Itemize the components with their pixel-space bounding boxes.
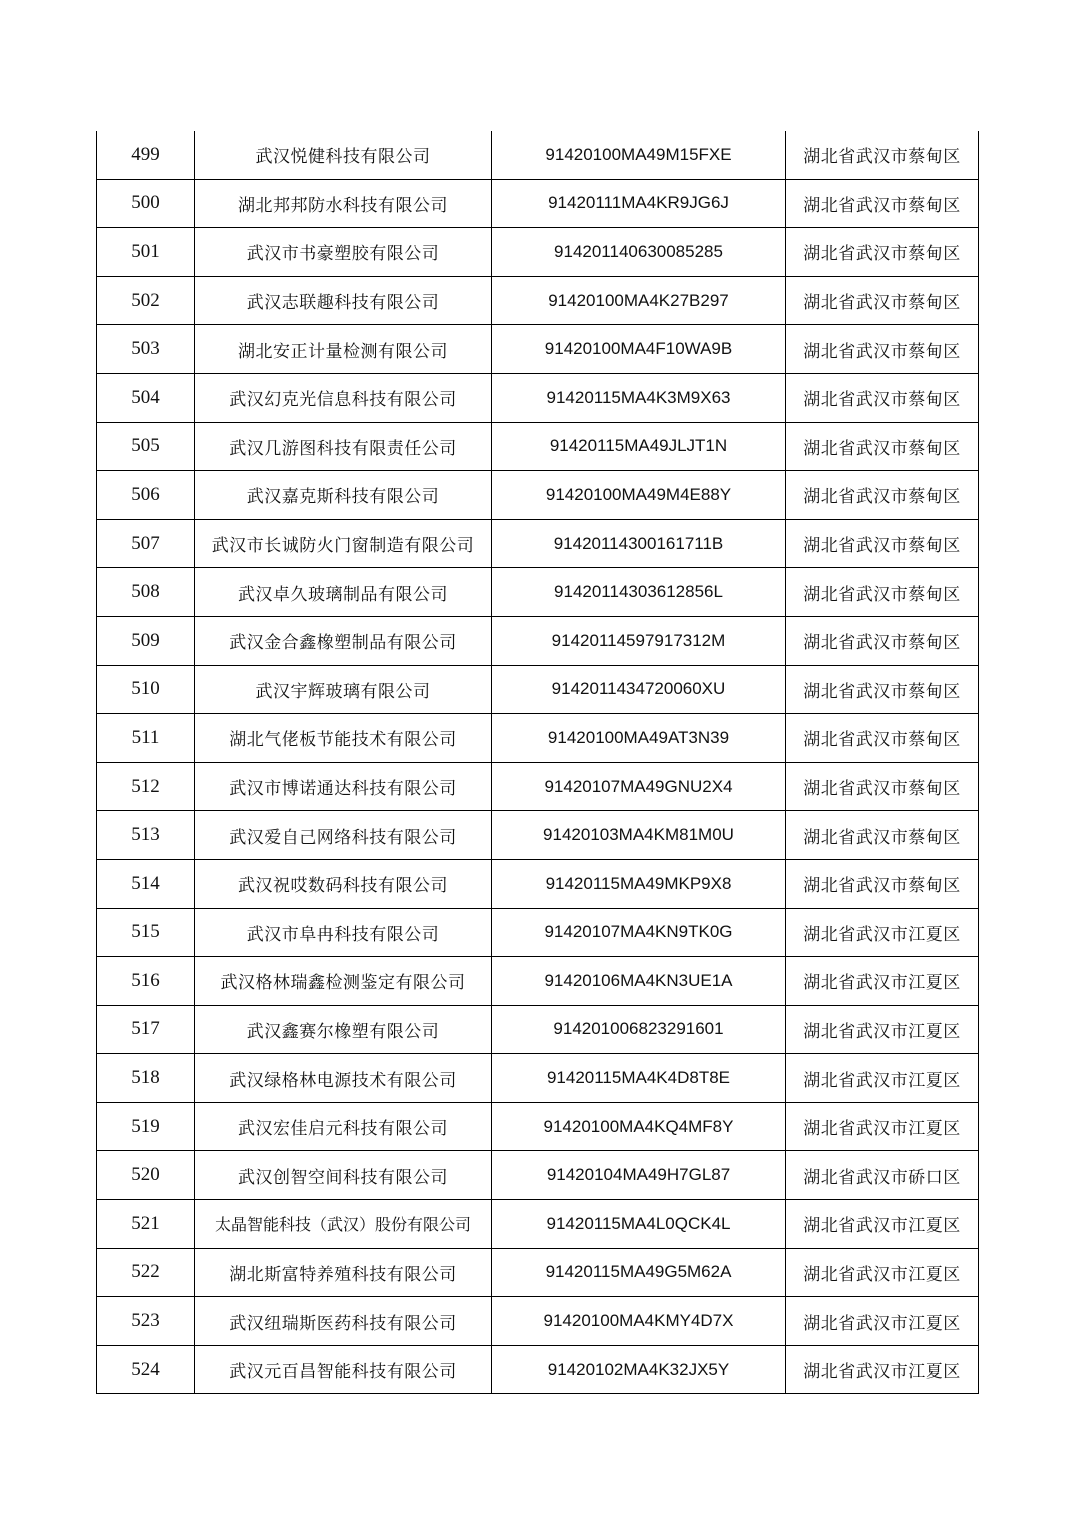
- company-name: 武汉格林瑞鑫检测鉴定有限公司: [195, 957, 492, 1006]
- credit-code: 91420104MA49H7GL87: [492, 1151, 786, 1200]
- table-row: [97, 1054, 979, 1103]
- row-number: 505: [97, 422, 195, 471]
- row-number: 502: [97, 276, 195, 325]
- company-name: 武汉宇辉玻璃有限公司: [195, 665, 492, 714]
- company-table-body: [97, 131, 979, 1394]
- row-number: 513: [97, 811, 195, 860]
- company-name: 太晶智能科技（武汉）股份有限公司: [195, 1200, 492, 1249]
- company-location: 湖北省武汉市蔡甸区: [786, 276, 979, 325]
- company-name: 武汉纽瑞斯医药科技有限公司: [195, 1297, 492, 1346]
- row-number: 524: [97, 1345, 195, 1394]
- row-number: 504: [97, 373, 195, 422]
- company-name: 湖北邦邦防水科技有限公司: [195, 179, 492, 228]
- company-location: 湖北省武汉市江夏区: [786, 1102, 979, 1151]
- table-row: [97, 131, 979, 179]
- company-location: 湖北省武汉市蔡甸区: [786, 811, 979, 860]
- table-row: [97, 762, 979, 811]
- row-number: 515: [97, 908, 195, 957]
- company-location: 湖北省武汉市江夏区: [786, 1005, 979, 1054]
- company-name: 武汉创智空间科技有限公司: [195, 1151, 492, 1200]
- company-name: 湖北气佬板节能技术有限公司: [195, 714, 492, 763]
- table-row: [97, 1345, 979, 1394]
- company-location: 湖北省武汉市江夏区: [786, 1054, 979, 1103]
- company-location: 湖北省武汉市蔡甸区: [786, 373, 979, 422]
- credit-code: 91420100MA4F10WA9B: [492, 325, 786, 374]
- company-location: 湖北省武汉市蔡甸区: [786, 616, 979, 665]
- credit-code: 91420102MA4K32JX5Y: [492, 1345, 786, 1394]
- table-row: [97, 908, 979, 957]
- table-row: [97, 616, 979, 665]
- row-number: 503: [97, 325, 195, 374]
- company-location: 湖北省武汉市江夏区: [786, 1345, 979, 1394]
- credit-code: 91420114597917312M: [492, 616, 786, 665]
- company-location: 湖北省武汉市江夏区: [786, 957, 979, 1006]
- company-name: 武汉市博诺通达科技有限公司: [195, 762, 492, 811]
- credit-code: 91420100MA49M4E88Y: [492, 471, 786, 520]
- row-number: 509: [97, 616, 195, 665]
- credit-code: 91420100MA4KMY4D7X: [492, 1297, 786, 1346]
- company-name: 武汉嘉克斯科技有限公司: [195, 471, 492, 520]
- company-name: 武汉几游图科技有限责任公司: [195, 422, 492, 471]
- row-number: 520: [97, 1151, 195, 1200]
- table-row: [97, 568, 979, 617]
- credit-code: 91420114303612856L: [492, 568, 786, 617]
- row-number: 500: [97, 179, 195, 228]
- company-name: 武汉卓久玻璃制品有限公司: [195, 568, 492, 617]
- row-number: 499: [97, 131, 195, 179]
- company-location: 湖北省武汉市蔡甸区: [786, 422, 979, 471]
- company-location: 湖北省武汉市蔡甸区: [786, 179, 979, 228]
- company-name: 湖北斯富特养殖科技有限公司: [195, 1248, 492, 1297]
- company-name: 武汉幻克光信息科技有限公司: [195, 373, 492, 422]
- company-location: 湖北省武汉市蔡甸区: [786, 714, 979, 763]
- company-location: 湖北省武汉市蔡甸区: [786, 325, 979, 374]
- credit-code: 91420115MA4L0QCK4L: [492, 1200, 786, 1249]
- company-location: 湖北省武汉市蔡甸区: [786, 568, 979, 617]
- credit-code: 91420100MA49AT3N39: [492, 714, 786, 763]
- table-row: [97, 957, 979, 1006]
- table-row: [97, 665, 979, 714]
- company-location: 湖北省武汉市蔡甸区: [786, 471, 979, 520]
- table-row: [97, 422, 979, 471]
- row-number: 523: [97, 1297, 195, 1346]
- credit-code: 91420107MA49GNU2X4: [492, 762, 786, 811]
- company-location: 湖北省武汉市硚口区: [786, 1151, 979, 1200]
- credit-code: 914201006823291601: [492, 1005, 786, 1054]
- row-number: 519: [97, 1102, 195, 1151]
- table-row: [97, 811, 979, 860]
- company-name: 武汉市阜冉科技有限公司: [195, 908, 492, 957]
- company-location: 湖北省武汉市江夏区: [786, 1248, 979, 1297]
- row-number: 510: [97, 665, 195, 714]
- row-number: 508: [97, 568, 195, 617]
- credit-code: 91420100MA4K27B297: [492, 276, 786, 325]
- credit-code: 914201140630085285: [492, 228, 786, 277]
- company-name: 武汉市长诚防火门窗制造有限公司: [195, 519, 492, 568]
- company-location: 湖北省武汉市蔡甸区: [786, 131, 979, 179]
- company-name: 武汉金合鑫橡塑制品有限公司: [195, 616, 492, 665]
- table-row: [97, 1200, 979, 1249]
- credit-code: 91420115MA4K4D8T8E: [492, 1054, 786, 1103]
- company-name: 武汉祝哎数码科技有限公司: [195, 859, 492, 908]
- row-number: 506: [97, 471, 195, 520]
- company-location: 湖北省武汉市江夏区: [786, 1200, 979, 1249]
- table-row: [97, 714, 979, 763]
- row-number: 516: [97, 957, 195, 1006]
- company-name: 湖北安正计量检测有限公司: [195, 325, 492, 374]
- credit-code: 91420103MA4KM81M0U: [492, 811, 786, 860]
- table-row: [97, 1151, 979, 1200]
- credit-code: 91420115MA4K3M9X63: [492, 373, 786, 422]
- credit-code: 9142011434720060XU: [492, 665, 786, 714]
- credit-code: 91420100MA49M15FXE: [492, 131, 786, 179]
- table-row: [97, 228, 979, 277]
- credit-code: 91420115MA49MKP9X8: [492, 859, 786, 908]
- row-number: 512: [97, 762, 195, 811]
- table-row: [97, 276, 979, 325]
- credit-code: 91420115MA49G5M62A: [492, 1248, 786, 1297]
- credit-code: 91420115MA49JLJT1N: [492, 422, 786, 471]
- company-name: 武汉宏佳启元科技有限公司: [195, 1102, 492, 1151]
- table-row: [97, 1102, 979, 1151]
- row-number: 514: [97, 859, 195, 908]
- row-number: 517: [97, 1005, 195, 1054]
- company-name: 武汉鑫赛尔橡塑有限公司: [195, 1005, 492, 1054]
- table-row: [97, 179, 979, 228]
- company-location: 湖北省武汉市蔡甸区: [786, 228, 979, 277]
- company-name: 武汉元百昌智能科技有限公司: [195, 1345, 492, 1394]
- row-number: 522: [97, 1248, 195, 1297]
- credit-code: 91420100MA4KQ4MF8Y: [492, 1102, 786, 1151]
- company-location: 湖北省武汉市蔡甸区: [786, 859, 979, 908]
- row-number: 518: [97, 1054, 195, 1103]
- company-name: 武汉志联趣科技有限公司: [195, 276, 492, 325]
- company-name: 武汉悦健科技有限公司: [195, 131, 492, 179]
- table-row: [97, 325, 979, 374]
- company-name: 武汉爱自己网络科技有限公司: [195, 811, 492, 860]
- company-location: 湖北省武汉市蔡甸区: [786, 519, 979, 568]
- table-row: [97, 471, 979, 520]
- row-number: 507: [97, 519, 195, 568]
- row-number: 511: [97, 714, 195, 763]
- credit-code: 91420106MA4KN3UE1A: [492, 957, 786, 1006]
- table-row: [97, 519, 979, 568]
- company-name: 武汉绿格林电源技术有限公司: [195, 1054, 492, 1103]
- table-row: [97, 1248, 979, 1297]
- company-location: 湖北省武汉市蔡甸区: [786, 665, 979, 714]
- row-number: 501: [97, 228, 195, 277]
- company-location: 湖北省武汉市蔡甸区: [786, 762, 979, 811]
- credit-code: 91420114300161711B: [492, 519, 786, 568]
- table-row: [97, 373, 979, 422]
- credit-code: 91420107MA4KN9TK0G: [492, 908, 786, 957]
- company-location: 湖北省武汉市江夏区: [786, 1297, 979, 1346]
- table-row: [97, 1297, 979, 1346]
- table-row: [97, 1005, 979, 1054]
- credit-code: 91420111MA4KR9JG6J: [492, 179, 786, 228]
- row-number: 521: [97, 1200, 195, 1249]
- company-list-table: [96, 131, 979, 1394]
- table-row: [97, 859, 979, 908]
- company-location: 湖北省武汉市江夏区: [786, 908, 979, 957]
- company-name: 武汉市书豪塑胶有限公司: [195, 228, 492, 277]
